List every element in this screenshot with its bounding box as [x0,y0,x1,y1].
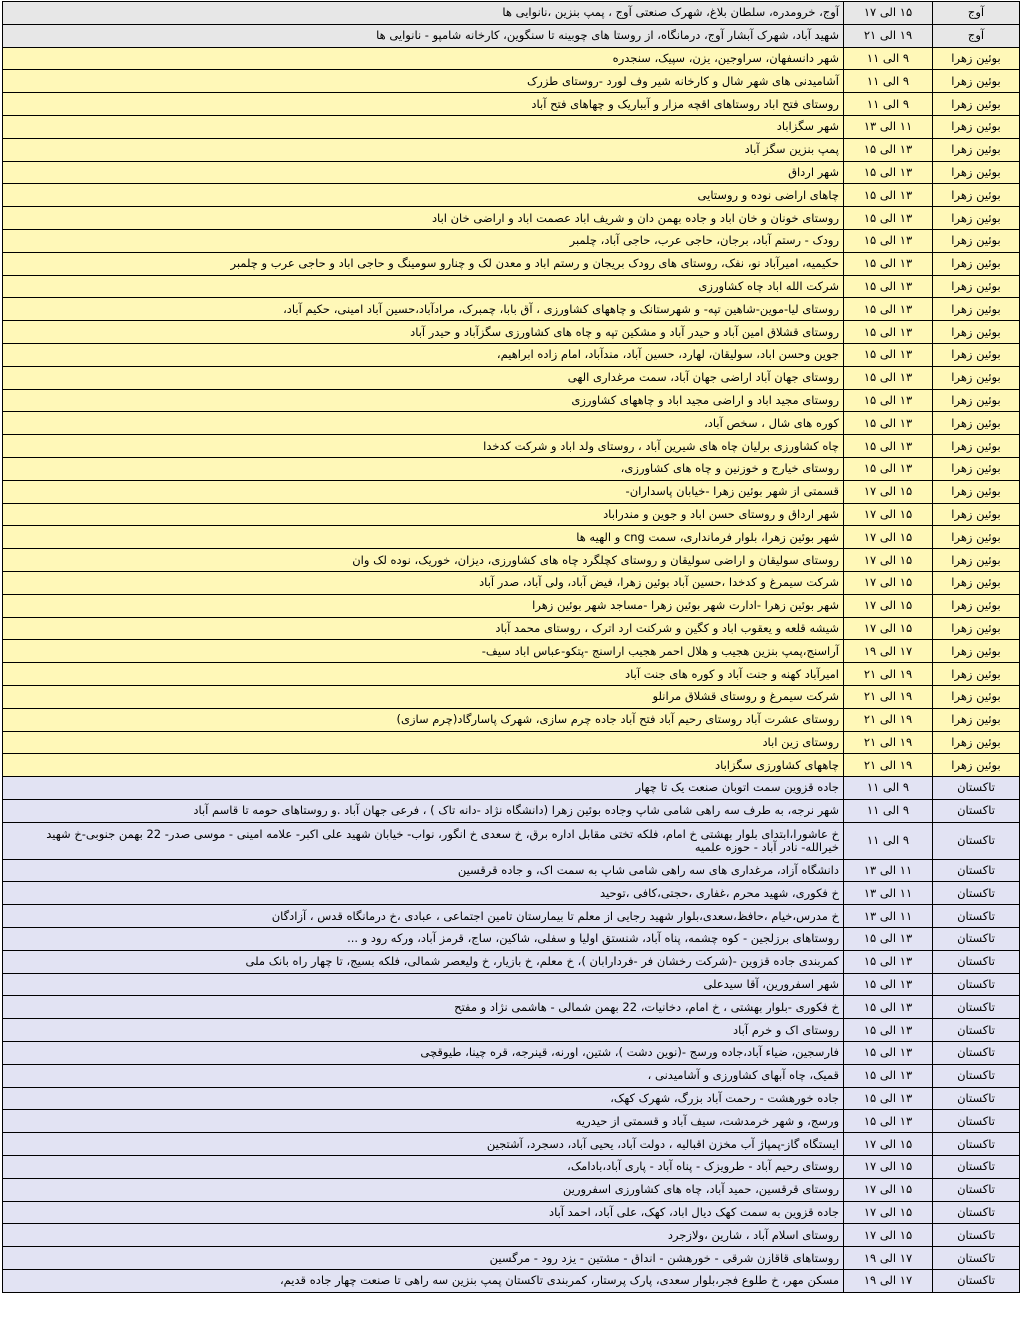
time-cell: ۹ الی ۱۱ [844,47,933,70]
city-cell: بوئین زهرا [933,594,1020,617]
city-cell: بوئین زهرا [933,138,1020,161]
table-row [3,229,1020,252]
table-row [3,47,1020,70]
table-row [3,252,1020,275]
time-cell: ۱۷ الی ۱۹ [844,640,933,663]
table-row [3,2,1020,25]
table-row [3,1201,1020,1224]
table-row [3,882,1020,905]
time-cell: ۱۹ الی ۲۱ [844,708,933,731]
area-cell: خ فکوری، شهید محرم ،غفاری ،حجتی،کافی ،توحید [3,882,844,905]
table-row [3,480,1020,503]
table-row [3,571,1020,594]
time-cell: ۱۳ الی ۱۵ [844,1064,933,1087]
table-row [3,1019,1020,1042]
time-cell: ۱۳ الی ۱۵ [844,343,933,366]
time-cell: ۹ الی ۱۱ [844,93,933,116]
city-cell: بوئین زهرا [933,321,1020,344]
table-row [3,161,1020,184]
time-cell: ۹ الی ۱۱ [844,777,933,800]
time-cell: ۱۵ الی ۱۷ [844,1178,933,1201]
area-cell: روستای سولیقان و اراضی سولیقان و روستای کچلگرد چاه های کشاورزی، دیزان، خوریک، نوده لک وان [3,549,844,572]
table-row [3,93,1020,116]
table-row [3,859,1020,882]
table-row [3,777,1020,800]
city-cell: بوئین زهرا [933,435,1020,458]
city-cell: بوئین زهرا [933,47,1020,70]
table-row [3,685,1020,708]
city-cell: بوئین زهرا [933,207,1020,230]
time-cell: ۱۳ الی ۱۵ [844,412,933,435]
city-cell: بوئین زهرا [933,457,1020,480]
table-row [3,928,1020,951]
area-cell: روستاهای برزلجین - کوه چشمه، پناه آباد، شنستق اولیا و سفلی، شاکین، ساج، قرمز آباد، ورکه رود و ... [3,928,844,951]
area-cell: خ مدرس،خیام ،حافظ،سعدی،بلوار شهید رجایی از معلم تا بیمارستان تامین اجتماعی ، عبادی ،خ درمانگاه قدس ، آزادگان [3,905,844,928]
city-cell: بوئین زهرا [933,93,1020,116]
area-cell: آوج، خرومدره، سلطان بلاغ، شهرک صنعتی آوج ، پمپ بنزین ،نانوایی ها [3,2,844,25]
table-row [3,1247,1020,1270]
area-cell: چاه کشاورزی برلیان چاه های شیرین آباد ، روستای ولد اباد و شرکت کدخدا [3,435,844,458]
table-row [3,1133,1020,1156]
area-cell: شهید آباد، شهرک آبشار آوج، درمانگاه، از روستا های چوبینه تا سنگوین، کارخانه شامپو - نانوایی ها [3,24,844,47]
table-row [3,1042,1020,1065]
city-cell: تاکستان [933,777,1020,800]
city-cell: تاکستان [933,950,1020,973]
city-cell: تاکستان [933,928,1020,951]
area-cell: قمیک، چاه آبهای کشاورزی و آشامیدنی ، [3,1064,844,1087]
area-cell: شیشه قلعه و یعقوب اباد و کگین و شرکنت ارد اترک ، روستای محمد آباد [3,617,844,640]
city-cell: آوج [933,2,1020,25]
area-cell: روستای قشلاق امین آباد و حیدر آباد و مشکین تپه و چاه های کشاورزی سگزآباد و حیدر آباد [3,321,844,344]
table-row [3,617,1020,640]
area-cell: خ فکوری -بلوار بهشتی ، خ امام، دخانیات، 22 بهمن شمالی - هاشمی نژاد و مفتح [3,996,844,1019]
area-cell: آشامیدنی های شهر شال و کارخانه شیر وف لورد -روستای طزرک [3,70,844,93]
table-row [3,207,1020,230]
table-row [3,298,1020,321]
time-cell: ۱۱ الی ۱۳ [844,859,933,882]
table-row [3,996,1020,1019]
time-cell: ۱۷ الی ۱۹ [844,1247,933,1270]
area-cell: روستای رحیم آباد - طرویزک - پناه آباد - پاری آباد،بادامک، [3,1156,844,1179]
table-row [3,1156,1020,1179]
time-cell: ۱۳ الی ۱۵ [844,161,933,184]
table-row [3,1110,1020,1133]
city-cell: تاکستان [933,822,1020,859]
area-cell: شهر سگزاباد [3,115,844,138]
city-cell: بوئین زهرا [933,366,1020,389]
time-cell: ۱۵ الی ۱۷ [844,617,933,640]
time-cell: ۱۳ الی ۱۵ [844,973,933,996]
city-cell: تاکستان [933,799,1020,822]
area-cell: جاده قزوین به سمت کهک دیال اباد، کهک، علی آباد، احمد آباد [3,1201,844,1224]
table-row [3,905,1020,928]
table-row [3,321,1020,344]
area-cell: دانشگاه آزاد، مرغداری های سه راهی شامی شاپ به سمت اک، و جاده قرقسین [3,859,844,882]
area-cell: روستای قرقسین، حمید آباد، چاه های کشاورزی اسفرورین [3,1178,844,1201]
area-cell: جاده خورهشت - رحمت آباد بزرگ، شهرک کهک، [3,1087,844,1110]
area-cell: چاههای کشاورزی سگزاباد [3,754,844,777]
time-cell: ۱۳ الی ۱۵ [844,950,933,973]
table-row [3,1224,1020,1247]
table-row [3,24,1020,47]
city-cell: تاکستان [933,882,1020,905]
table-row [3,1178,1020,1201]
city-cell: تاکستان [933,1224,1020,1247]
time-cell: ۱۳ الی ۱۵ [844,457,933,480]
city-cell: تاکستان [933,1042,1020,1065]
table-row [3,70,1020,93]
area-cell: روستای اک و خرم آباد [3,1019,844,1042]
time-cell: ۱۹ الی ۲۱ [844,24,933,47]
city-cell: بوئین زهرا [933,708,1020,731]
area-cell: آراسنج،پمپ بنزین هجیب و هلال احمر هجیب اراسنج -پتکو-عباس اباد سیف- [3,640,844,663]
city-cell: بوئین زهرا [933,70,1020,93]
city-cell: تاکستان [933,905,1020,928]
city-cell: تاکستان [933,1270,1020,1293]
city-cell: تاکستان [933,1156,1020,1179]
table-row [3,754,1020,777]
table-row [3,1087,1020,1110]
time-cell: ۱۳ الی ۱۵ [844,229,933,252]
time-cell: ۱۳ الی ۱۵ [844,928,933,951]
area-cell: روستاهای قاقازن شرقی - خورهشن - انداق - مشتین - یزد رود - مرگسین [3,1247,844,1270]
city-cell: تاکستان [933,1201,1020,1224]
area-cell: کوره های شال ، سخص آباد، [3,412,844,435]
city-cell: بوئین زهرا [933,571,1020,594]
time-cell: ۱۱ الی ۱۳ [844,115,933,138]
city-cell: تاکستان [933,1087,1020,1110]
time-cell: ۱۵ الی ۱۷ [844,480,933,503]
time-cell: ۱۱ الی ۱۳ [844,882,933,905]
table-row [3,184,1020,207]
area-cell: روستای فتح اباد روستاهای اقچه مزار و آبباریک و چهاهای فتح آباد [3,93,844,116]
time-cell: ۱۵ الی ۱۷ [844,2,933,25]
city-cell: بوئین زهرا [933,549,1020,572]
time-cell: ۱۹ الی ۲۱ [844,731,933,754]
city-cell: تاکستان [933,1110,1020,1133]
time-cell: ۹ الی ۱۱ [844,70,933,93]
time-cell: ۱۳ الی ۱۵ [844,435,933,458]
time-cell: ۹ الی ۱۱ [844,822,933,859]
table-row [3,389,1020,412]
time-cell: ۱۱ الی ۱۳ [844,905,933,928]
time-cell: ۱۵ الی ۱۷ [844,503,933,526]
time-cell: ۱۵ الی ۱۷ [844,1224,933,1247]
table-row [3,708,1020,731]
city-cell: بوئین زهرا [933,412,1020,435]
area-cell: حکیمیه، امیرآباد نو، نفک، روستای های رودک بریجان و رستم اباد و معدن لک و چنارو سومینگ و حاجی اباد و حاجی عرب و چلمبر [3,252,844,275]
area-cell: شرکت سیمرغ و روستای قشلاق مرانلو [3,685,844,708]
area-cell: شرکت الله اباد چاه کشاورزی [3,275,844,298]
city-cell: بوئین زهرا [933,115,1020,138]
area-cell: قسمتی از شهر بوئین زهرا -خیابان پاسداران- [3,480,844,503]
time-cell: ۱۳ الی ۱۵ [844,1110,933,1133]
table-row [3,343,1020,366]
table-row [3,138,1020,161]
area-cell: روستای لیا-موین-شاهین تپه- و شهرستانک و چاههای کشاورزی ، آق بابا، چمبرک، مرادآباد،حسین آباد امینی، حکیم آباد، [3,298,844,321]
table-row [3,503,1020,526]
time-cell: ۱۹ الی ۲۱ [844,685,933,708]
table-row [3,731,1020,754]
city-cell: بوئین زهرا [933,161,1020,184]
city-cell: تاکستان [933,1064,1020,1087]
table-row [3,973,1020,996]
time-cell: ۱۹ الی ۲۱ [844,754,933,777]
area-cell: فارسجین، ضیاء آباد،جاده ورسج -(نوین دشت )، شتین، اورنه، قینرجه، قره چینا، طیوقچی [3,1042,844,1065]
schedule-body [3,2,1020,1293]
table-row [3,115,1020,138]
area-cell: شهر اسفرورین، آقا سیدعلی [3,973,844,996]
area-cell: جوین وحسن اباد، سولیقان، لهارد، حسین آباد، مندآباد، امام زاده ابراهیم، [3,343,844,366]
city-cell: بوئین زهرا [933,389,1020,412]
table-row [3,663,1020,686]
city-cell: بوئین زهرا [933,731,1020,754]
time-cell: ۱۳ الی ۱۵ [844,207,933,230]
area-cell: شهر ارداق [3,161,844,184]
city-cell: بوئین زهرا [933,184,1020,207]
area-cell: روستای زین اباد [3,731,844,754]
city-cell: تاکستان [933,1019,1020,1042]
city-cell: بوئین زهرا [933,663,1020,686]
area-cell: ایستگاه گاز-پمپاژ آب مخزن اقبالیه ، دولت آباد، یحیی آباد، دسجرد، آشتجین [3,1133,844,1156]
area-cell: چاهای اراضی نوده و روستایی [3,184,844,207]
area-cell: شرکت سیمرغ و کدخدا ،حسین آباد بوئین زهرا، فیض آباد، ولی آباد، صدر آباد [3,571,844,594]
area-cell: روستای مجید اباد و اراضی مجید اباد و چاههای کشاورزی [3,389,844,412]
table-row [3,435,1020,458]
time-cell: ۱۵ الی ۱۷ [844,549,933,572]
time-cell: ۱۵ الی ۱۷ [844,1133,933,1156]
area-cell: شهر دانسفهان، سراوجین، یزن، سپیک، سنجدره [3,47,844,70]
schedule-table [2,1,1020,1293]
time-cell: ۱۷ الی ۱۹ [844,1270,933,1293]
time-cell: ۱۵ الی ۱۷ [844,1201,933,1224]
area-cell: کمربندی جاده قزوین -(شرکت رخشان فر -فردارابان )، خ معلم، خ بازیار، خ ولیعصر شمالی، فلکه بسیج، تا چهار راه بانک ملی [3,950,844,973]
city-cell: بوئین زهرا [933,754,1020,777]
time-cell: ۱۳ الی ۱۵ [844,321,933,344]
table-row [3,526,1020,549]
city-cell: بوئین زهرا [933,480,1020,503]
city-cell: بوئین زهرا [933,640,1020,663]
city-cell: بوئین زهرا [933,275,1020,298]
city-cell: بوئین زهرا [933,252,1020,275]
time-cell: ۱۳ الی ۱۵ [844,138,933,161]
area-cell: روستای جهان آباد اراضی جهان آباد، سمت مرغداری الهی [3,366,844,389]
time-cell: ۱۵ الی ۱۷ [844,571,933,594]
city-cell: آوج [933,24,1020,47]
city-cell: بوئین زهرا [933,298,1020,321]
area-cell: ورسج، و شهر خرمدشت، سیف آباد و قسمتی از حیدریه [3,1110,844,1133]
area-cell: روستای اسلام آباد ، شارین ،ولازجرد [3,1224,844,1247]
city-cell: تاکستان [933,1178,1020,1201]
table-row [3,412,1020,435]
city-cell: تاکستان [933,973,1020,996]
table-row [3,799,1020,822]
city-cell: بوئین زهرا [933,685,1020,708]
area-cell: پمپ بنزین سگز آباد [3,138,844,161]
time-cell: ۱۳ الی ۱۵ [844,298,933,321]
time-cell: ۱۹ الی ۲۱ [844,663,933,686]
area-cell: جاده قزوین سمت اتوبان صنعت یک تا چهار [3,777,844,800]
table-row [3,1064,1020,1087]
time-cell: ۱۳ الی ۱۵ [844,184,933,207]
area-cell: روستای خیارج و خوزنین و چاه های کشاورزی، [3,457,844,480]
time-cell: ۱۳ الی ۱۵ [844,1019,933,1042]
area-cell: رودک - رستم آباد، برجان، حاجی عرب، حاجی آباد، چلمبر [3,229,844,252]
table-row [3,549,1020,572]
area-cell: مسکن مهر، خ طلوع فجر،بلوار سعدی، پارک پرستار، کمربندی تاکستان پمپ بنزین سه راهی تا صنعت چهار جاده قدیم، [3,1270,844,1293]
time-cell: ۹ الی ۱۱ [844,799,933,822]
table-row [3,640,1020,663]
city-cell: بوئین زهرا [933,503,1020,526]
time-cell: ۱۳ الی ۱۵ [844,1042,933,1065]
city-cell: تاکستان [933,996,1020,1019]
table-row [3,1270,1020,1293]
city-cell: بوئین زهرا [933,229,1020,252]
time-cell: ۱۵ الی ۱۷ [844,1156,933,1179]
city-cell: بوئین زهرا [933,617,1020,640]
city-cell: بوئین زهرا [933,526,1020,549]
area-cell: امیرآباد کهنه و جنت آباد و کوره های جنت آباد [3,663,844,686]
outage-schedule [2,1,1020,1293]
time-cell: ۱۳ الی ۱۵ [844,996,933,1019]
time-cell: ۱۵ الی ۱۷ [844,594,933,617]
city-cell: بوئین زهرا [933,343,1020,366]
area-cell: شهر ارداق و روستای حسن اباد و جوین و مندراباد [3,503,844,526]
area-cell: شهر بوئین زهرا، بلوار فرمانداری، سمت cng و الهیه ها [3,526,844,549]
time-cell: ۱۳ الی ۱۵ [844,275,933,298]
time-cell: ۱۳ الی ۱۵ [844,252,933,275]
table-row [3,457,1020,480]
time-cell: ۱۵ الی ۱۷ [844,526,933,549]
time-cell: ۱۳ الی ۱۵ [844,389,933,412]
time-cell: ۱۳ الی ۱۵ [844,366,933,389]
time-cell: ۱۳ الی ۱۵ [844,1087,933,1110]
table-row [3,822,1020,859]
table-row [3,366,1020,389]
area-cell: خ عاشورا،ابتدای بلوار بهشتی خ امام، فلکه تختی مقابل اداره برق، خ سعدی خ انگور، نواب- خیابان شهید علی اکبر- علامه امینی - موسی صدر- 22 بهمن جنوبی-خ شهید خیرالله- نادر آباد - حوزه علمیه [3,822,844,859]
table-row [3,950,1020,973]
city-cell: تاکستان [933,1247,1020,1270]
city-cell: تاکستان [933,1133,1020,1156]
table-row [3,275,1020,298]
area-cell: روستای عشرت آباد روستای رحیم آباد فتح آباد جاده چرم سازی، شهرک پاسارگاد(چرم سازی) [3,708,844,731]
city-cell: تاکستان [933,859,1020,882]
table-row [3,594,1020,617]
area-cell: شهر نرجه، به طرف سه راهی شامی شاپ وجاده بوئین زهرا (دانشگاه نژاد -دانه تاک ) ، فرعی جهان آباد .و روستاهای حومه تا قاسم آباد [3,799,844,822]
area-cell: شهر بوئین زهرا -ادارت شهر بوئین زهرا -مساجد شهر بوئین زهرا [3,594,844,617]
area-cell: روستای خونان و خان اباد و جاده بهمن دان و شریف اباد عصمت اباد و اراضی خان اباد [3,207,844,230]
